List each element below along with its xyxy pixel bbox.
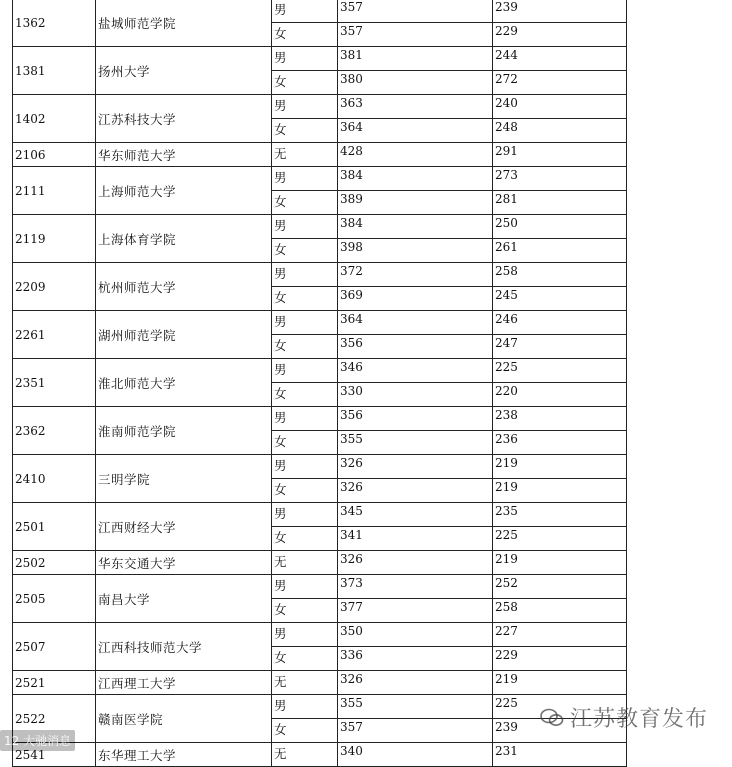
gender-cell: 男 [272, 359, 338, 383]
score-cell: 364 [338, 311, 493, 335]
gender-cell: 无 [272, 743, 338, 767]
score-cell: 252 [493, 575, 627, 599]
gender-cell: 男 [272, 47, 338, 71]
score-cell: 219 [493, 551, 627, 575]
table-body [13, 0, 627, 767]
gender-cell: 男 [272, 455, 338, 479]
table-row [13, 215, 627, 239]
school-code-cell: 2505 [13, 575, 96, 623]
table-row [13, 359, 627, 383]
table-row [13, 671, 627, 695]
gender-cell: 男 [272, 311, 338, 335]
score-cell: 384 [338, 167, 493, 191]
score-cell: 247 [493, 335, 627, 359]
gender-cell: 男 [272, 0, 338, 23]
score-cell: 357 [338, 0, 493, 23]
school-name-cell: 盐城师范学院 [96, 0, 272, 47]
table-row [13, 143, 627, 167]
score-cell: 229 [493, 23, 627, 47]
score-cell: 355 [338, 695, 493, 719]
score-cell: 330 [338, 383, 493, 407]
score-cell: 235 [493, 503, 627, 527]
gender-cell: 女 [272, 119, 338, 143]
school-name-cell: 上海体育学院 [96, 215, 272, 263]
gender-cell: 男 [272, 215, 338, 239]
gender-cell: 女 [272, 719, 338, 743]
school-code-cell: 2111 [13, 167, 96, 215]
score-cell: 380 [338, 71, 493, 95]
table-row [13, 695, 627, 719]
gender-cell: 女 [272, 287, 338, 311]
score-cell: 248 [493, 119, 627, 143]
gender-cell: 女 [272, 23, 338, 47]
school-name-cell: 湖州师范学院 [96, 311, 272, 359]
gender-cell: 女 [272, 431, 338, 455]
score-cell: 341 [338, 527, 493, 551]
school-code-cell: 2410 [13, 455, 96, 503]
table-row [13, 0, 627, 23]
school-name-cell: 扬州大学 [96, 47, 272, 95]
score-cell: 377 [338, 599, 493, 623]
table-row [13, 47, 627, 71]
score-cell: 258 [493, 599, 627, 623]
score-cell: 357 [338, 719, 493, 743]
wechat-icon [540, 708, 564, 728]
school-name-cell: 江苏科技大学 [96, 95, 272, 143]
school-code-cell: 2502 [13, 551, 96, 575]
score-cell: 346 [338, 359, 493, 383]
gender-cell: 男 [272, 575, 338, 599]
gender-cell: 女 [272, 383, 338, 407]
score-cell: 356 [338, 335, 493, 359]
school-code-cell: 2522 [13, 695, 96, 743]
score-cell: 238 [493, 407, 627, 431]
table-row [13, 311, 627, 335]
score-cell: 326 [338, 479, 493, 503]
school-name-cell: 江西科技师范大学 [96, 623, 272, 671]
gender-cell: 男 [272, 503, 338, 527]
score-cell: 227 [493, 623, 627, 647]
school-name-cell: 南昌大学 [96, 575, 272, 623]
score-cell: 340 [338, 743, 493, 767]
gender-cell: 女 [272, 191, 338, 215]
school-name-cell: 江西理工大学 [96, 671, 272, 695]
score-cell: 225 [493, 359, 627, 383]
score-cell: 381 [338, 47, 493, 71]
score-cell: 372 [338, 263, 493, 287]
school-name-cell: 赣南医学院 [96, 695, 272, 743]
school-code-cell: 2209 [13, 263, 96, 311]
score-cell: 272 [493, 71, 627, 95]
school-name-cell: 上海师范大学 [96, 167, 272, 215]
score-cell: 326 [338, 671, 493, 695]
gender-cell: 女 [272, 647, 338, 671]
table-row [13, 455, 627, 479]
score-cell: 369 [338, 287, 493, 311]
school-name-cell: 华东师范大学 [96, 143, 272, 167]
table-row [13, 503, 627, 527]
gender-cell: 女 [272, 527, 338, 551]
school-name-cell: 江西财经大学 [96, 503, 272, 551]
school-code-cell: 2521 [13, 671, 96, 695]
score-cell: 261 [493, 239, 627, 263]
gender-cell: 无 [272, 671, 338, 695]
score-cell: 225 [493, 527, 627, 551]
corner-badge: 12 大驰消息 [0, 730, 75, 751]
gender-cell: 男 [272, 407, 338, 431]
gender-cell: 无 [272, 143, 338, 167]
score-cell: 345 [338, 503, 493, 527]
score-cell: 281 [493, 191, 627, 215]
score-cell: 244 [493, 47, 627, 71]
score-cell: 273 [493, 167, 627, 191]
score-cell: 357 [338, 23, 493, 47]
school-name-cell: 淮北师范大学 [96, 359, 272, 407]
score-cell: 384 [338, 215, 493, 239]
school-code-cell: 1381 [13, 47, 96, 95]
school-code-cell: 2507 [13, 623, 96, 671]
school-name-cell: 华东交通大学 [96, 551, 272, 575]
school-code-cell: 2261 [13, 311, 96, 359]
score-cell: 364 [338, 119, 493, 143]
score-cell: 231 [493, 743, 627, 767]
school-code-cell: 2541 [13, 743, 96, 767]
gender-cell: 女 [272, 71, 338, 95]
score-cell: 225 [493, 695, 627, 719]
score-cell: 219 [493, 479, 627, 503]
table-row [13, 743, 627, 767]
gender-cell: 男 [272, 95, 338, 119]
score-cell: 428 [338, 143, 493, 167]
gender-cell: 女 [272, 599, 338, 623]
table-row [13, 623, 627, 647]
score-cell: 389 [338, 191, 493, 215]
school-code-cell: 1402 [13, 95, 96, 143]
score-cell: 245 [493, 287, 627, 311]
score-cell: 229 [493, 647, 627, 671]
watermark [540, 702, 708, 733]
school-code-cell: 2106 [13, 143, 96, 167]
score-cell: 236 [493, 431, 627, 455]
school-name-cell: 杭州师范大学 [96, 263, 272, 311]
gender-cell: 女 [272, 479, 338, 503]
table-row [13, 95, 627, 119]
score-cell: 220 [493, 383, 627, 407]
score-cell: 326 [338, 551, 493, 575]
gender-cell: 男 [272, 695, 338, 719]
gender-cell: 男 [272, 263, 338, 287]
score-cell: 219 [493, 671, 627, 695]
gender-cell: 无 [272, 551, 338, 575]
score-cell: 246 [493, 311, 627, 335]
score-cell: 336 [338, 647, 493, 671]
score-cell: 291 [493, 143, 627, 167]
school-name-cell: 三明学院 [96, 455, 272, 503]
gender-cell: 女 [272, 239, 338, 263]
score-cell: 356 [338, 407, 493, 431]
gender-cell: 男 [272, 167, 338, 191]
school-name-cell: 东华理工大学 [96, 743, 272, 767]
table-row [13, 167, 627, 191]
table-row [13, 407, 627, 431]
score-cell: 250 [493, 215, 627, 239]
score-cell: 326 [338, 455, 493, 479]
table-row [13, 575, 627, 599]
school-code-cell: 2119 [13, 215, 96, 263]
score-cell: 373 [338, 575, 493, 599]
school-code-cell: 2351 [13, 359, 96, 407]
score-cell: 239 [493, 0, 627, 23]
school-code-cell: 1362 [13, 0, 96, 47]
score-cell: 363 [338, 95, 493, 119]
school-code-cell: 2362 [13, 407, 96, 455]
gender-cell: 男 [272, 623, 338, 647]
score-cell: 240 [493, 95, 627, 119]
score-cell: 258 [493, 263, 627, 287]
admission-score-table [12, 0, 627, 767]
table-row [13, 551, 627, 575]
school-code-cell: 2501 [13, 503, 96, 551]
score-cell: 239 [493, 719, 627, 743]
school-name-cell: 淮南师范学院 [96, 407, 272, 455]
score-cell: 350 [338, 623, 493, 647]
score-cell: 355 [338, 431, 493, 455]
score-cell: 219 [493, 455, 627, 479]
gender-cell: 女 [272, 335, 338, 359]
watermark-text: 江苏教育发布 [569, 707, 708, 732]
table-row [13, 263, 627, 287]
score-cell: 398 [338, 239, 493, 263]
